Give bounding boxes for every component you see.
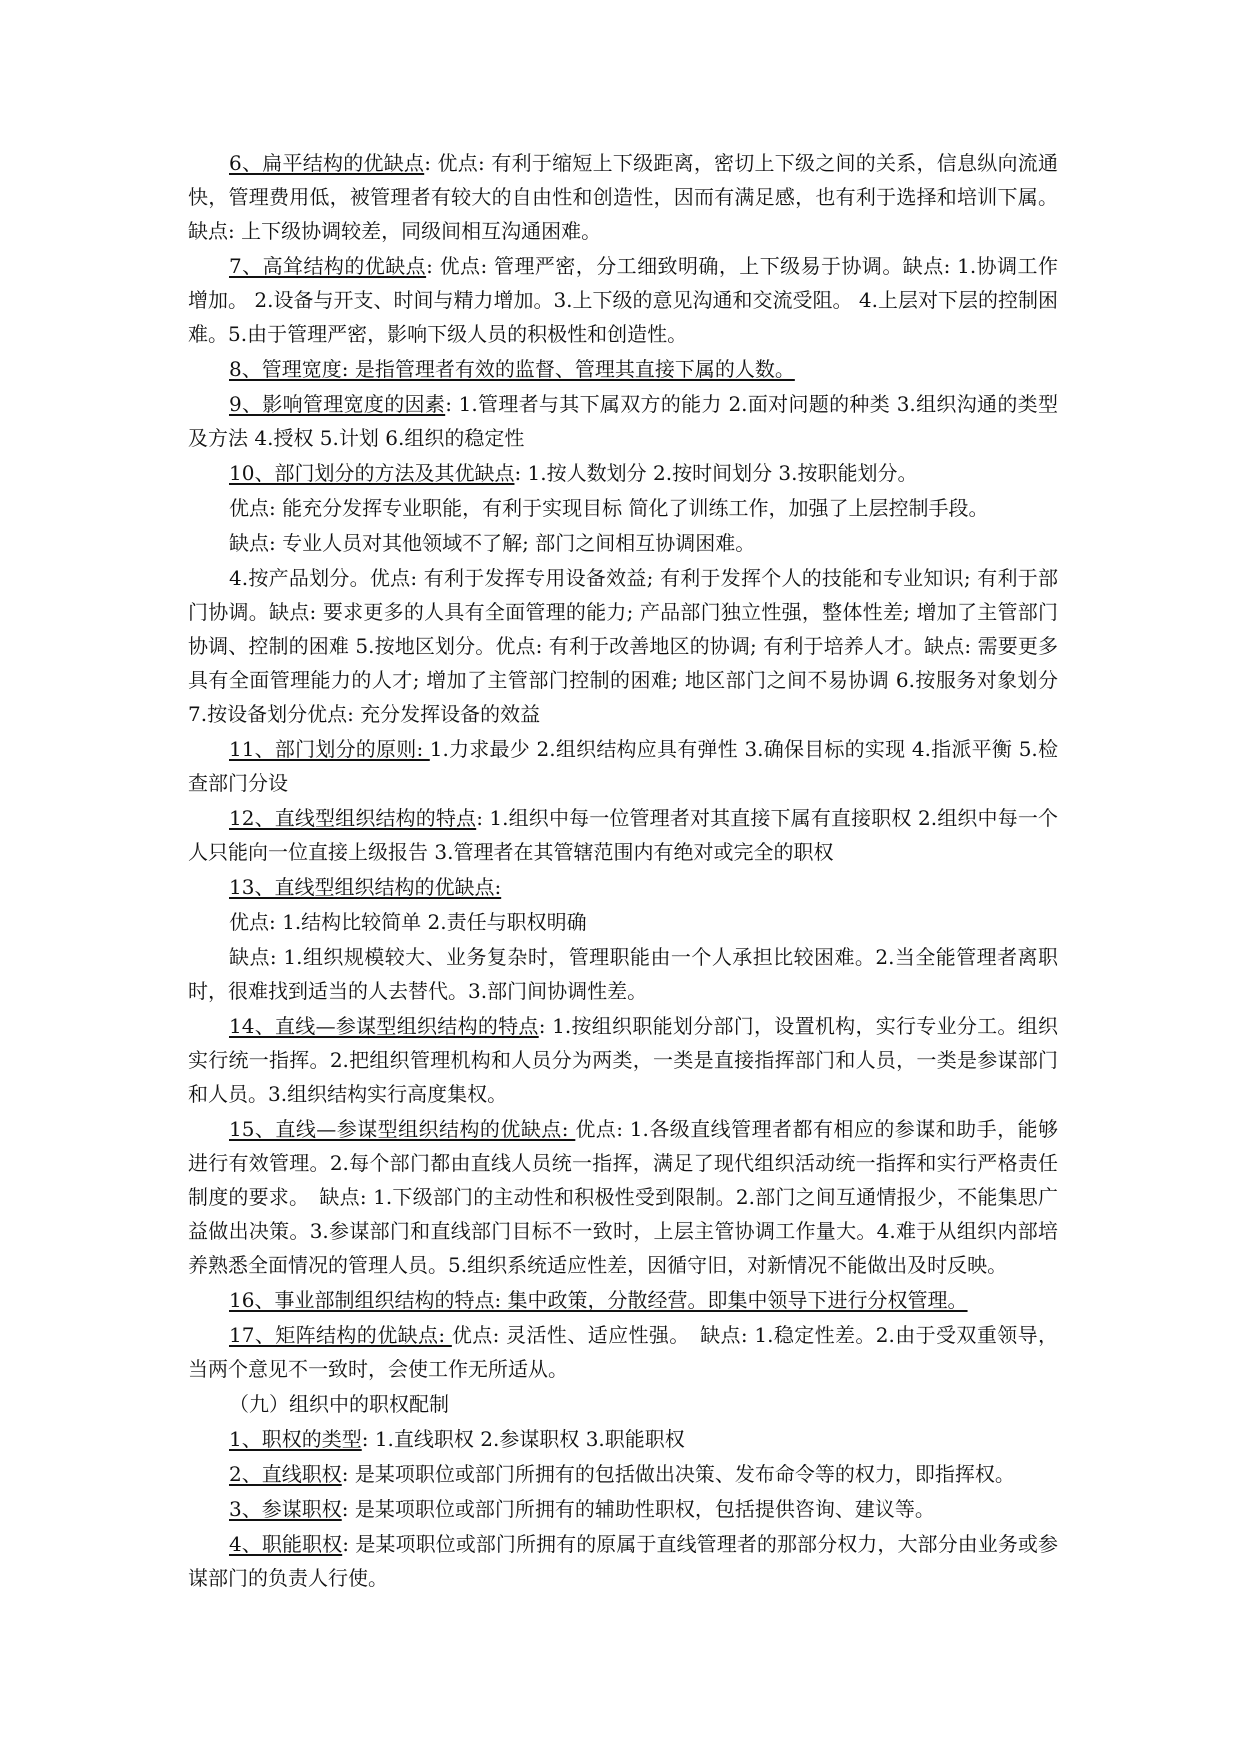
body-text: : 1.直线职权 2.参谋职权 3.职能职权 <box>361 1427 685 1451</box>
paragraph-span-of-control <box>188 352 1058 386</box>
heading-text: 16、事业部制组织结构的特点: 集中政策，分散经营。即集中领导下进行分权管理。 <box>229 1288 968 1312</box>
paragraph-matrix-pros-cons <box>188 1318 1058 1386</box>
body-text: : 优点: 有利于缩短上下级距离，密切上下级之间的关系，信息纵向流通快，管理费用低，被管理者有较大的自由性和创造性，因而有满足感，也有利于选择和培训下属。缺点: 上下级协调较差，同级间相互沟通困难。 <box>188 151 1058 243</box>
paragraph-departmentation-principles <box>188 732 1058 800</box>
body-text: （九）组织中的职权配制 <box>229 1392 449 1416</box>
heading-text: 12、直线型组织结构的特点 <box>229 806 477 830</box>
heading-text: 7、高耸结构的优缺点 <box>229 254 427 278</box>
paragraph-line-structure-cons <box>188 940 1058 1008</box>
heading-text: 17、矩阵结构的优缺点: <box>229 1323 452 1347</box>
heading-text: 1、职权的类型 <box>229 1427 362 1451</box>
body-text: : 1.按人数划分 2.按时间划分 3.按职能划分。 <box>514 461 918 485</box>
paragraph-line-authority <box>188 1457 1058 1491</box>
paragraph-functional-cons <box>188 526 1058 560</box>
paragraph-line-structure-pros-cons <box>188 870 1058 904</box>
heading-text: 4、职能职权 <box>229 1532 343 1556</box>
paragraph-flat-structure <box>188 146 1058 248</box>
paragraph-line-structure-pros <box>188 905 1058 939</box>
body-text: 缺点: 专业人员对其他领域不了解; 部门之间相互协调困难。 <box>229 531 756 555</box>
section-heading-authority <box>188 1387 1058 1421</box>
heading-text: 8、管理宽度: 是指管理者有效的监督、管理其直接下属的人数。 <box>229 357 795 381</box>
heading-text: 13、直线型组织结构的优缺点: <box>229 875 502 899</box>
body-text: : 是某项职位或部门所拥有的包括做出决策、发布命令等的权力，即指挥权。 <box>341 1462 1015 1486</box>
body-text: 1.力求最少 2.组织结构应具有弹性 3.确保目标的实现 4.指派平衡 5.检查部门分设 <box>188 737 1058 795</box>
body-text: 4.按产品划分。优点: 有利于发挥专用设备效益; 有利于发挥个人的技能和专业知识; 有利于部门协调。缺点: 要求更多的人具有全面管理的能力; 产品部门独立性强，整体性差; 增加了主管部门协调、控制的困难 5.按地区划分。优点: 有利于改善地区的协调; 有利于培养人才。缺点: 需要更多具有全面管理能力的人才; 增加了主管部门控制的困难; 地区部门之间不易协调 6.按服务对象划分 7.按设备划分优点: 充分发挥设备的效益 <box>188 566 1058 726</box>
heading-text: 14、直线—参谋型组织结构的特点 <box>229 1014 539 1038</box>
paragraph-functional-pros <box>188 491 1058 525</box>
paragraph-departmentation-methods <box>188 456 1058 490</box>
body-text: 优点: 能充分发挥专业职能，有利于实现目标 简化了训练工作，加强了上层控制手段。 <box>229 496 989 520</box>
paragraph-functional-authority <box>188 1527 1058 1595</box>
heading-text: 11、部门划分的原则: <box>229 737 430 761</box>
body-text: : 优点: 管理严密，分工细致明确，上下级易于协调。缺点: 1.协调工作增加。 2.设备与开支、时间与精力增加。3.上下级的意见沟通和交流受阻。 4.上层对下层的控制困难。5.由于管理严密，影响下级人员的积极性和创造性。 <box>188 254 1058 346</box>
heading-text: 10、部门划分的方法及其优缺点 <box>229 461 515 485</box>
body-text: : 1.组织中每一位管理者对其直接下属有直接职权 2.组织中每一个人只能向一位直接上级报告 3.管理者在其管辖范围内有绝对或完全的职权 <box>188 806 1058 864</box>
paragraph-tall-structure <box>188 249 1058 351</box>
heading-text: 3、参谋职权 <box>229 1497 342 1521</box>
body-text: 缺点: 1.组织规模较大、业务复杂时，管理职能由一个人承担比较困难。2.当全能管理者离职时，很难找到适当的人去替代。3.部门间协调性差。 <box>188 945 1058 1003</box>
heading-text: 6、扁平结构的优缺点 <box>229 151 425 175</box>
paragraph-staff-authority <box>188 1492 1058 1526</box>
paragraph-divisional-features <box>188 1283 1058 1317</box>
body-text: : 是某项职位或部门所拥有的原属于直线管理者的那部分权力，大部分由业务或参谋部门的负责人行使。 <box>188 1532 1058 1590</box>
document-page <box>188 146 1058 1596</box>
paragraph-line-staff-features <box>188 1009 1058 1111</box>
body-text: : 1.按组织职能划分部门，设置机构，实行专业分工。组织实行统一指挥。2.把组织管理机构和人员分为两类，一类是直接指挥部门和人员，一类是参谋部门和人员。3.组织结构实行高度集权。 <box>188 1014 1058 1106</box>
body-text: : 1.管理者与其下属双方的能力 2.面对问题的种类 3.组织沟通的类型及方法 4.授权 5.计划 6.组织的稳定性 <box>188 392 1058 450</box>
heading-text: 15、直线—参谋型组织结构的优缺点: <box>229 1117 576 1141</box>
paragraph-line-structure-features <box>188 801 1058 869</box>
paragraph-span-factors <box>188 387 1058 455</box>
heading-text: 2、直线职权 <box>229 1462 342 1486</box>
paragraph-product-region-division <box>188 561 1058 731</box>
body-text: 优点: 1.结构比较简单 2.责任与职权明确 <box>229 910 587 934</box>
body-text: 优点: 1.各级直线管理者都有相应的参谋和助手，能够进行有效管理。2.每个部门都由直线人员统一指挥，满足了现代组织活动统一指挥和实行严格责任制度的要求。 缺点: 1.下级部门的主动性和积极性受到限制。2.部门之间互通情报少，不能集思广益做出决策。3.参谋部门和直线部门目标不一致时，上层主管协调工作量大。4.难于从组织内部培养熟悉全面情况的管理人员。5.组织系统适应性差，因循守旧，对新情况不能做出及时反映。 <box>188 1117 1058 1277</box>
paragraph-line-staff-pros-cons <box>188 1112 1058 1282</box>
body-text: 优点: 灵活性、适应性强。 缺点: 1.稳定性差。2.由于受双重领导，当两个意见不一致时，会使工作无所适从。 <box>188 1323 1059 1381</box>
paragraph-authority-types <box>188 1422 1058 1456</box>
heading-text: 9、影响管理宽度的因素 <box>229 392 446 416</box>
body-text: : 是某项职位或部门所拥有的辅助性职权，包括提供咨询、建议等。 <box>341 1497 935 1521</box>
